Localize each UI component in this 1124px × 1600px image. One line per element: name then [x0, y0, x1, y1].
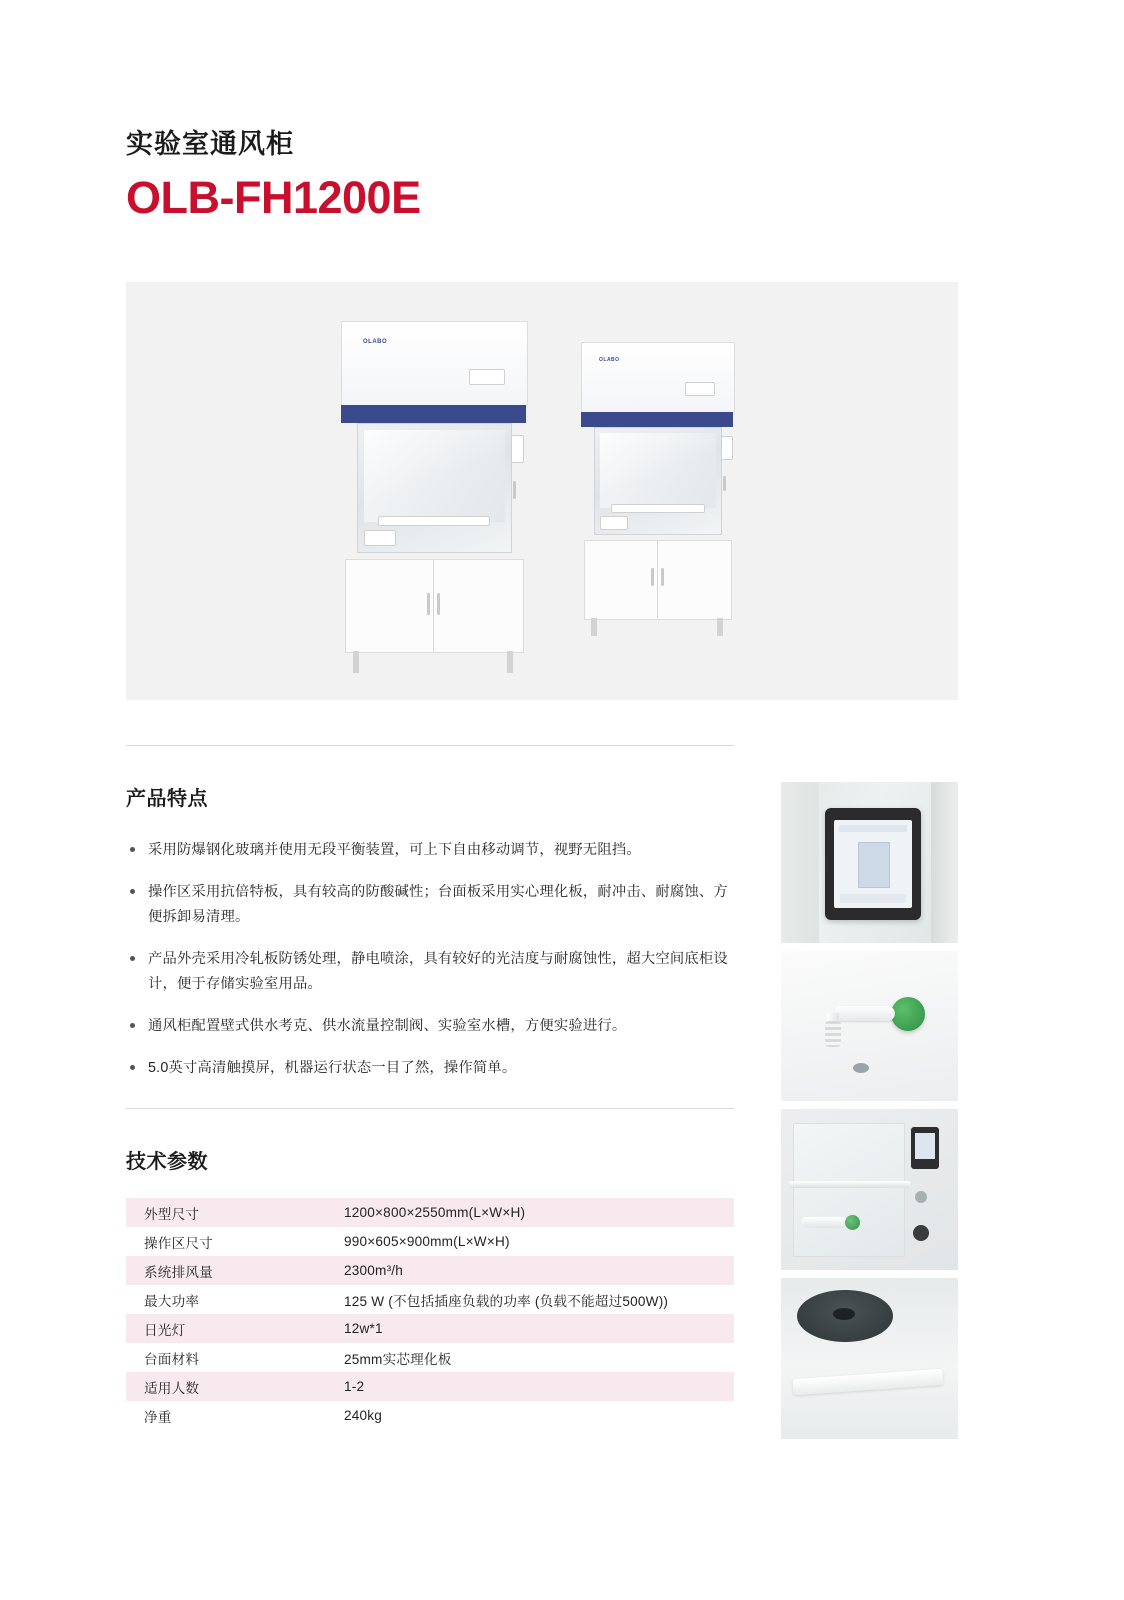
brand-logo-small: OLABO	[599, 357, 620, 363]
detail-thumbnail-strip	[781, 782, 958, 1447]
product-hero-image	[126, 282, 958, 700]
feature-text: 产品外壳采用冷轧板防锈处理，静电喷涂，具有较好的光洁度与耐腐蚀性，超大空间底柜设计，便于存储实验室用品。	[148, 951, 728, 993]
features-section-title: 产品特点	[126, 788, 208, 810]
specs-section-title: 技术参数	[126, 1151, 208, 1173]
brand-logo: OLABO	[363, 339, 388, 345]
valve-knob-icon	[891, 997, 925, 1031]
spec-value: 1-2	[326, 1372, 734, 1401]
page-title: 实验室通风柜	[126, 129, 294, 159]
table-row	[126, 1227, 734, 1256]
list-item	[126, 838, 734, 863]
product-model: OLB-FH1200E	[126, 172, 421, 224]
spec-value: 12w*1	[326, 1314, 734, 1343]
page-header	[126, 128, 966, 222]
spec-value: 125 W (不包括插座负载的功率 (负载不能超过500W))	[344, 1293, 669, 1309]
list-item	[126, 1056, 734, 1081]
spec-value: 2300m³/h	[326, 1256, 734, 1285]
divider-top	[126, 745, 734, 746]
table-row	[126, 1401, 734, 1430]
bullet-icon	[130, 1065, 135, 1070]
list-item	[126, 1014, 734, 1039]
spec-value: 990×605×900mm(L×W×H)	[344, 1234, 510, 1249]
feature-text: 通风柜配置壁式供水考克、供水流量控制阀、实验室水槽，方便实验进行。	[148, 1018, 627, 1035]
fume-hood-illustration-large	[341, 321, 526, 676]
table-row	[126, 1314, 734, 1343]
spec-key: 外型尺寸	[126, 1198, 326, 1227]
thumbnail-sink-and-worktop	[781, 1278, 958, 1439]
table-row	[126, 1372, 734, 1401]
spec-key: 系统排风量	[126, 1256, 326, 1285]
specifications-table	[126, 1198, 734, 1430]
spec-key: 操作区尺寸	[144, 1235, 213, 1251]
feature-text: 操作区采用抗倍特板，具有较高的防酸碱性；台面板采用实心理化板，耐冲击、耐腐蚀、方便拆卸易清理。	[148, 884, 728, 926]
spec-value: 240kg	[344, 1408, 383, 1423]
thumbnail-touchscreen-control-panel	[781, 782, 958, 943]
spec-value: 1200×800×2550mm(L×W×H)	[326, 1198, 734, 1227]
bullet-icon	[130, 956, 135, 961]
bullet-icon	[130, 1023, 135, 1028]
bullet-icon	[130, 847, 135, 852]
touchscreen-icon	[825, 808, 921, 920]
spec-key: 日光灯	[126, 1314, 326, 1343]
list-item	[126, 880, 734, 930]
feature-text: 5.0英寸高清触摸屏，机器运行状态一目了然，操作简单。	[148, 1060, 517, 1077]
fume-hood-illustration-small	[581, 342, 733, 642]
divider-middle	[126, 1108, 734, 1109]
bullet-icon	[130, 889, 135, 894]
table-row	[126, 1198, 734, 1227]
spec-key: 台面材料	[144, 1351, 200, 1367]
table-row	[126, 1256, 734, 1285]
spec-key: 净重	[144, 1409, 172, 1425]
table-row	[126, 1285, 734, 1314]
spec-value: 25mm实芯理化板	[344, 1351, 452, 1367]
thumbnail-sash-handle-controls	[781, 1109, 958, 1270]
list-item	[126, 947, 734, 997]
spec-key: 适用人数	[126, 1372, 326, 1401]
thumbnail-water-tap-valve	[781, 951, 958, 1101]
valve-knob-icon	[845, 1215, 860, 1230]
table-row	[126, 1343, 734, 1372]
feature-text: 采用防爆钢化玻璃并使用无段平衡装置，可上下自由移动调节，视野无阻挡。	[148, 842, 641, 858]
features-list	[126, 838, 734, 1098]
spec-key: 最大功率	[144, 1293, 200, 1309]
